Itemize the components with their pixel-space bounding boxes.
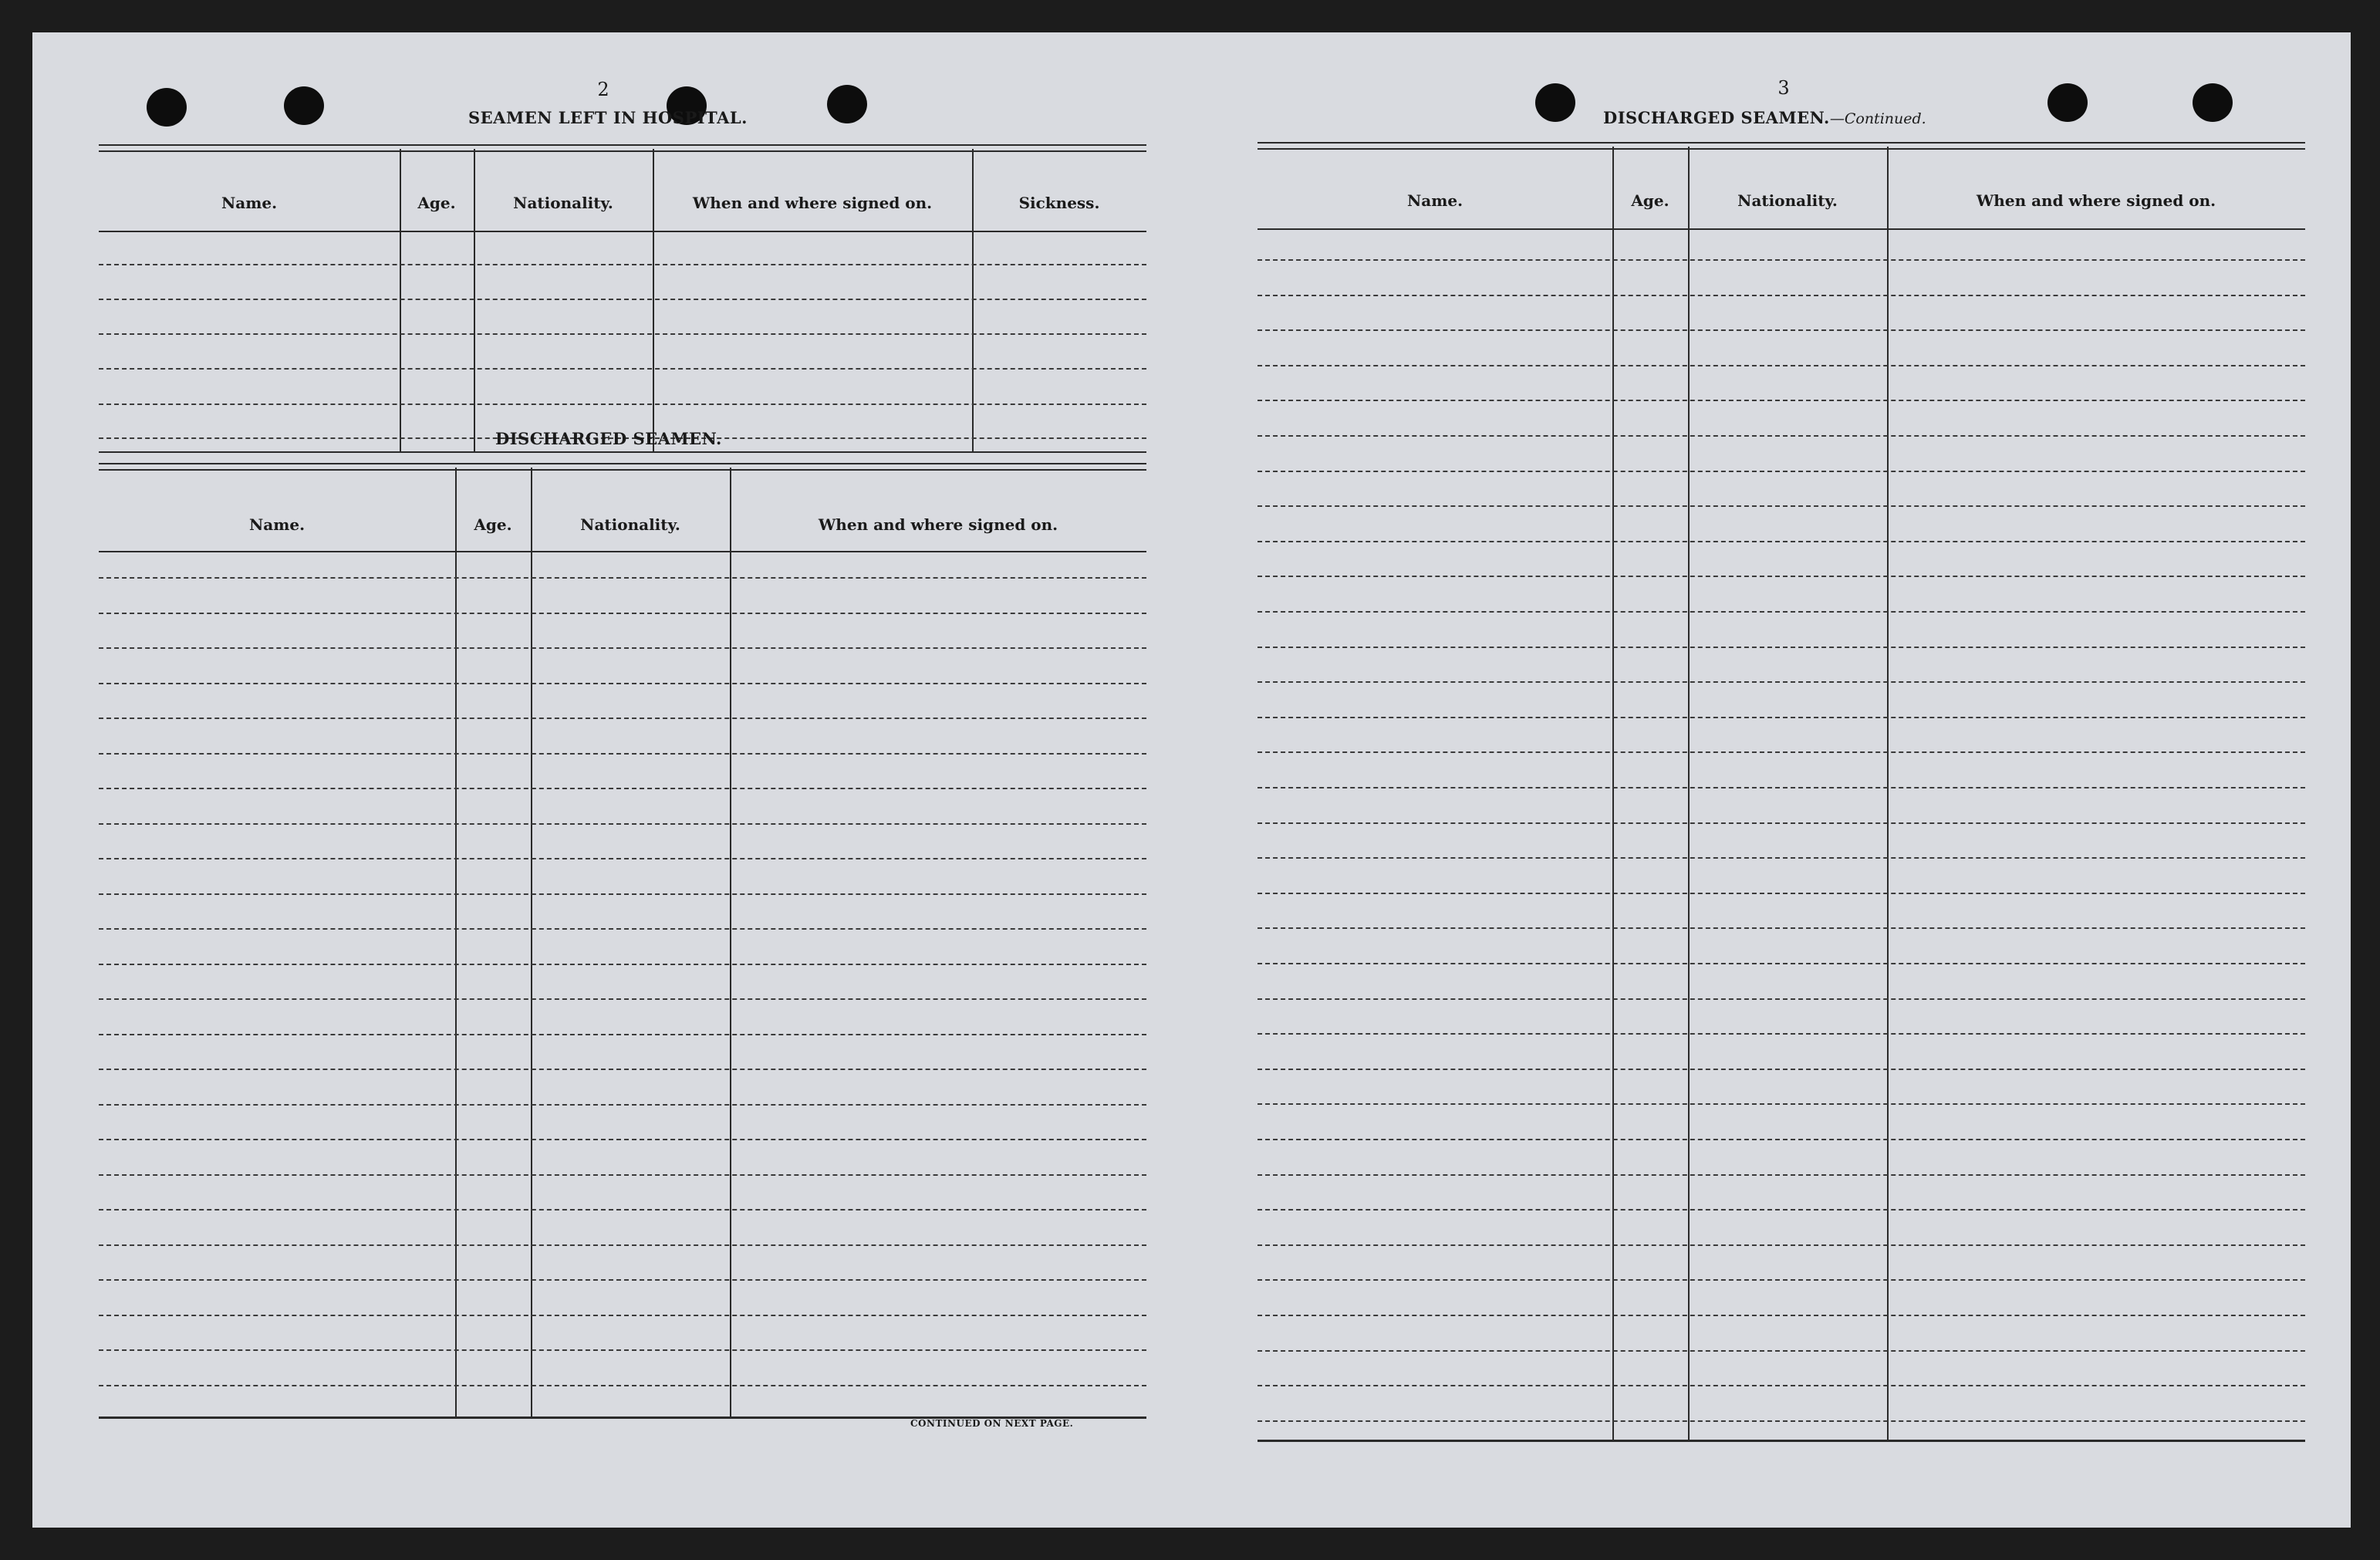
table-row [99, 1209, 1146, 1211]
table-row [99, 333, 1146, 335]
hospital-section-title: SEAMEN LEFT IN HOSPITAL. [468, 108, 748, 127]
table-row [1258, 435, 2305, 437]
column-header-age: Age. [417, 194, 456, 212]
table-row [99, 613, 1146, 614]
table-row [1258, 893, 2305, 894]
column-header-nationality: Nationality. [580, 515, 680, 534]
table-row [1258, 365, 2305, 366]
table-row [99, 683, 1146, 684]
column-header-age: Age. [474, 515, 512, 534]
discharged-section-title: DISCHARGED SEAMEN. [495, 429, 722, 448]
table-row [1258, 295, 2305, 296]
table-row [1258, 1103, 2305, 1105]
column-header-when-signed-on: When and where signed on. [692, 194, 933, 212]
table-row [1258, 681, 2305, 683]
table-row [1258, 1209, 2305, 1211]
table-row [1258, 1420, 2305, 1422]
table-row [1258, 1244, 2305, 1246]
table-row [99, 1315, 1146, 1316]
table-row [99, 1279, 1146, 1281]
table-row [1258, 998, 2305, 1000]
table-row [1258, 1279, 2305, 1281]
table-row [99, 823, 1146, 825]
punch-hole [1535, 83, 1575, 122]
table-row [99, 647, 1146, 649]
page-number-left: 2 [597, 79, 609, 100]
table-row [1258, 751, 2305, 753]
column-header-name: Name. [248, 515, 306, 534]
column-header-age: Age. [1631, 191, 1669, 210]
table-row [1258, 822, 2305, 824]
discharged-table-right [1258, 142, 2305, 1443]
table-row [1258, 1350, 2305, 1352]
table-row [1258, 329, 2305, 331]
hospital-table [99, 144, 1146, 453]
table-row [99, 1069, 1146, 1070]
table-row [99, 368, 1146, 370]
punch-hole [2047, 83, 2088, 122]
table-row [99, 858, 1146, 859]
table-row [1258, 963, 2305, 964]
table-row [99, 404, 1146, 405]
punch-hole [284, 86, 324, 125]
table-row [99, 1139, 1146, 1140]
table-row [99, 718, 1146, 719]
continued-note: CONTINUED ON NEXT PAGE. [910, 1418, 1074, 1429]
table-row [99, 964, 1146, 965]
table-row [1258, 505, 2305, 507]
table-row [1258, 471, 2305, 472]
table-row [1258, 927, 2305, 929]
table-row [99, 893, 1146, 895]
table-row [1258, 647, 2305, 648]
table-row [1258, 857, 2305, 859]
punch-hole [827, 85, 867, 123]
table-row [99, 788, 1146, 789]
column-header-nationality: Nationality. [513, 194, 613, 212]
table-row [1258, 1033, 2305, 1035]
table-row [1258, 259, 2305, 261]
table-row [99, 1349, 1146, 1351]
document-sheet [32, 32, 2351, 1528]
table-row [1258, 1385, 2305, 1386]
table-row [99, 299, 1146, 300]
table-row [1258, 541, 2305, 542]
punch-hole [2193, 83, 2233, 122]
punch-hole [147, 88, 187, 127]
table-row [99, 1104, 1146, 1106]
table-row [99, 577, 1146, 579]
column-header-when-signed-on: When and where signed on. [1976, 191, 2216, 210]
discharged-continued-title [1603, 108, 1926, 127]
table-row [1258, 1315, 2305, 1316]
table-row [1258, 1174, 2305, 1176]
column-header-nationality: Nationality. [1737, 191, 1838, 210]
table-row [99, 928, 1146, 930]
table-row [99, 1174, 1146, 1176]
table-row [99, 1385, 1146, 1386]
table-row [99, 753, 1146, 755]
table-row [1258, 400, 2305, 401]
column-header-name: Name. [221, 194, 278, 212]
table-row [1258, 1139, 2305, 1140]
table-row [99, 264, 1146, 265]
table-row [1258, 717, 2305, 718]
table-row [99, 998, 1146, 1000]
page-number-right: 3 [1777, 77, 1790, 99]
discharged-table-left [99, 463, 1146, 1420]
title-main: DISCHARGED SEAMEN. [1603, 108, 1830, 127]
table-row [99, 1034, 1146, 1035]
column-header-sickness: Sickness. [1018, 194, 1100, 212]
table-row [1258, 576, 2305, 577]
column-header-name: Name. [1406, 191, 1463, 210]
table-row [1258, 1069, 2305, 1070]
table-row [1258, 611, 2305, 613]
column-header-when-signed-on: When and where signed on. [818, 515, 1058, 534]
table-row [1258, 787, 2305, 788]
table-row [99, 1244, 1146, 1246]
title-suffix: —Continued. [1829, 110, 1926, 127]
